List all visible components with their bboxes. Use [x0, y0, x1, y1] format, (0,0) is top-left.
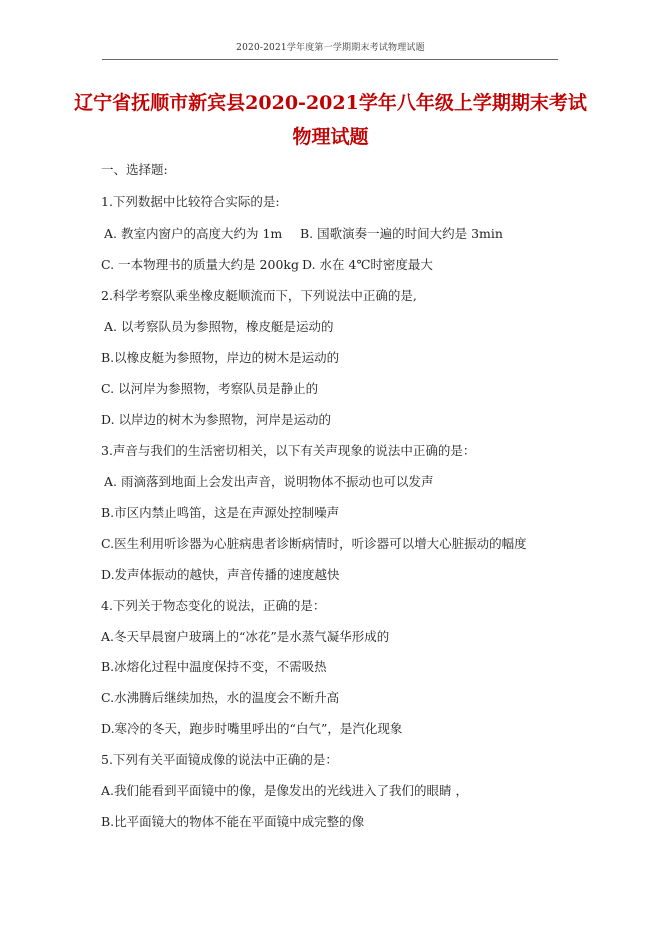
- question-2-option-d: D. 以岸边的树木为参照物，河岸是运动的: [101, 412, 332, 427]
- question-3-option-a: A. 雨滴落到地面上会发出声音，说明物体不振动也可以发声: [104, 474, 434, 489]
- running-header: 2020-2021学年度第一学期期末考试物理试题: [236, 43, 425, 53]
- question-3-option-d: D.发声体振动的越快，声音传播的速度越快: [101, 567, 340, 582]
- question-4-stem: 4.下列关于物态变化的说法，正确的是：: [101, 598, 326, 613]
- question-1-option-b: B. 国歌演奏一遍的时间大约是 3min: [300, 226, 503, 241]
- question-2-option-a: A. 以考察队员为参照物，橡皮艇是运动的: [104, 319, 334, 334]
- question-3-option-c: C.医生利用听诊器为心脏病患者诊断病情时，听诊器可以增大心脏振动的幅度: [101, 536, 527, 551]
- question-1-option-a: A. 教室内窗户的高度大约为 1m: [104, 226, 283, 241]
- question-4-option-c: C.水沸腾后继续加热，水的温度会不断升高: [101, 690, 340, 705]
- question-3-option-b: B.市区内禁止鸣笛，这是在声源处控制噪声: [101, 505, 340, 520]
- question-4-option-a: A.冬天早晨窗户玻璃上的“冰花”是水蒸气凝华形成的: [101, 629, 390, 644]
- question-3-stem: 3.声音与我们的生活密切相关，以下有关声现象的说法中正确的是：: [101, 443, 476, 458]
- question-1-option-c: C. 一本物理书的质量大约是 200kg: [101, 257, 299, 272]
- question-2-stem: 2.科学考察队乘坐橡皮艇顺流而下，下列说法中正确的是,: [101, 288, 417, 303]
- question-4-option-b: B.冰熔化过程中温度保持不变，不需吸热: [101, 659, 327, 674]
- question-5-option-b: B.比平面镜大的物体不能在平面镜中成完整的像: [101, 814, 365, 829]
- question-2-option-b: B.以橡皮艇为参照物，岸边的树木是运动的: [101, 350, 340, 365]
- question-2-option-c: C. 以河岸为参照物，考察队员是静止的: [101, 381, 319, 396]
- question-5-stem: 5.下列有关平面镜成像的说法中正确的是：: [101, 752, 338, 767]
- document-title-line-1: 辽宁省抚顺市新宾县2020-2021学年八年级上学期期末考试: [74, 92, 587, 114]
- question-5-option-a: A.我们能看到平面镜中的像，是像发出的光线进入了我们的眼睛 ，: [101, 783, 468, 798]
- question-1-option-d: D. 水在 4℃时密度最大: [302, 257, 433, 272]
- section-heading: 一、选择题:: [101, 162, 168, 177]
- header-divider: [102, 59, 558, 60]
- question-4-option-d: D.寒冷的冬天，跑步时嘴里呼出的“白气”，是汽化现象: [101, 721, 403, 736]
- document-title-line-2: 物理试题: [292, 126, 369, 148]
- question-1-stem: 1.下列数据中比较符合实际的是:: [101, 194, 280, 209]
